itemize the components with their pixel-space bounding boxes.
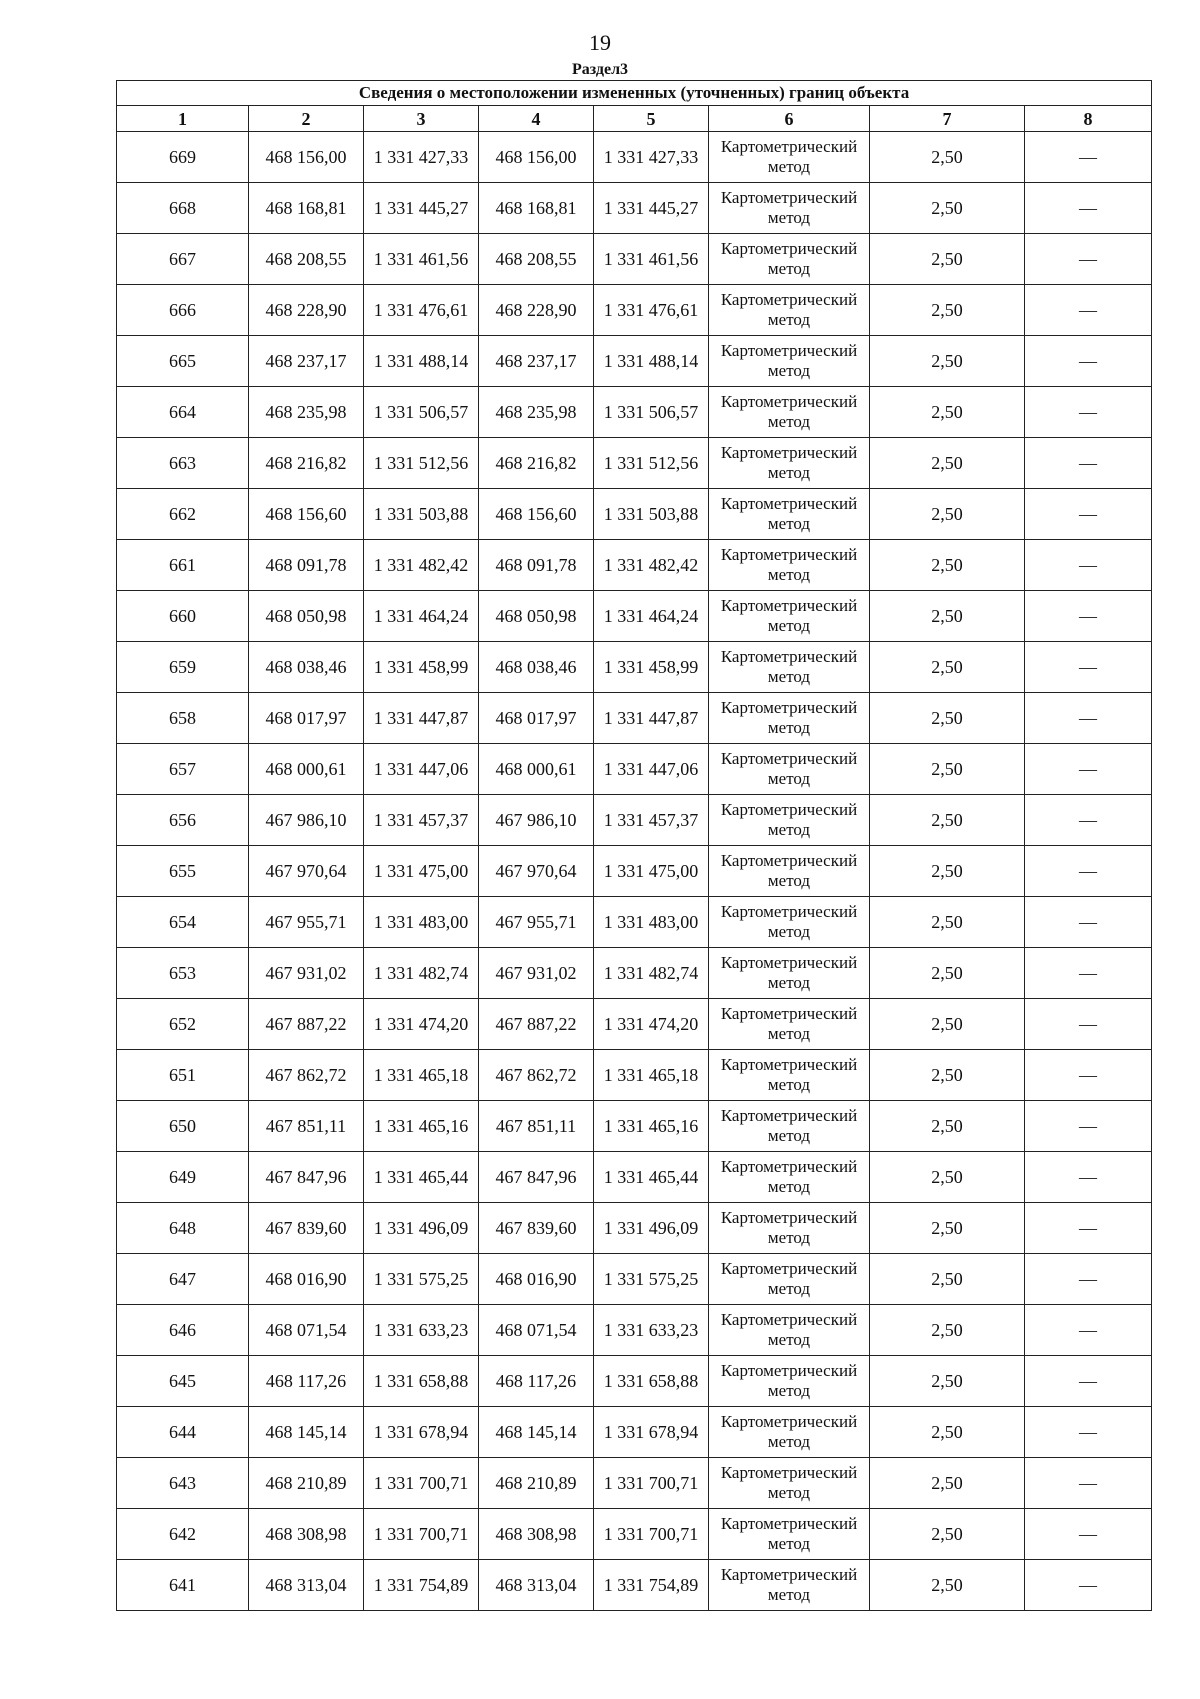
cell-method: Картометрический метод <box>709 591 870 642</box>
cell-precision: 2,50 <box>870 642 1025 693</box>
cell-x-existing: 468 038,46 <box>249 642 364 693</box>
cell-precision: 2,50 <box>870 1203 1025 1254</box>
cell-y-new: 1 331 678,94 <box>594 1407 709 1458</box>
cell-method: Картометрический метод <box>709 336 870 387</box>
cell-x-existing: 467 887,22 <box>249 999 364 1050</box>
cell-x-new: 468 228,90 <box>479 285 594 336</box>
cell-description: — <box>1025 795 1152 846</box>
cell-description: — <box>1025 999 1152 1050</box>
cell-description: — <box>1025 1458 1152 1509</box>
table-row <box>117 999 1152 1050</box>
cell-x-new: 468 208,55 <box>479 234 594 285</box>
table-body <box>117 132 1152 1611</box>
cell-method: Картометрический метод <box>709 1152 870 1203</box>
cell-x-existing: 468 117,26 <box>249 1356 364 1407</box>
cell-x-existing: 467 931,02 <box>249 948 364 999</box>
cell-point-number: 654 <box>117 897 249 948</box>
cell-y-new: 1 331 488,14 <box>594 336 709 387</box>
cell-point-number: 668 <box>117 183 249 234</box>
cell-x-new: 468 308,98 <box>479 1509 594 1560</box>
cell-description: — <box>1025 1305 1152 1356</box>
cell-precision: 2,50 <box>870 846 1025 897</box>
cell-y-new: 1 331 700,71 <box>594 1458 709 1509</box>
cell-method: Картометрический метод <box>709 1101 870 1152</box>
cell-y-existing: 1 331 700,71 <box>364 1458 479 1509</box>
cell-y-new: 1 331 476,61 <box>594 285 709 336</box>
cell-x-existing: 468 050,98 <box>249 591 364 642</box>
cell-point-number: 662 <box>117 489 249 540</box>
cell-x-new: 468 091,78 <box>479 540 594 591</box>
cell-point-number: 659 <box>117 642 249 693</box>
cell-method: Картометрический метод <box>709 1560 870 1611</box>
table-row <box>117 1152 1152 1203</box>
cell-description: — <box>1025 489 1152 540</box>
cell-y-new: 1 331 447,06 <box>594 744 709 795</box>
section-title: Раздел3 <box>571 61 629 78</box>
cell-method: Картометрический метод <box>709 387 870 438</box>
cell-method: Картометрический метод <box>709 285 870 336</box>
table-row <box>117 693 1152 744</box>
table-row <box>117 1407 1152 1458</box>
cell-x-existing: 467 862,72 <box>249 1050 364 1101</box>
cell-method: Картометрический метод <box>709 1305 870 1356</box>
cell-x-new: 467 986,10 <box>479 795 594 846</box>
cell-y-existing: 1 331 475,00 <box>364 846 479 897</box>
table-row <box>117 1560 1152 1611</box>
cell-method: Картометрический метод <box>709 438 870 489</box>
cell-y-new: 1 331 633,23 <box>594 1305 709 1356</box>
cell-y-existing: 1 331 447,87 <box>364 693 479 744</box>
cell-x-new: 467 847,96 <box>479 1152 594 1203</box>
cell-x-existing: 468 091,78 <box>249 540 364 591</box>
cell-y-existing: 1 331 465,16 <box>364 1101 479 1152</box>
cell-precision: 2,50 <box>870 489 1025 540</box>
table-row <box>117 1254 1152 1305</box>
cell-y-new: 1 331 458,99 <box>594 642 709 693</box>
cell-y-new: 1 331 465,18 <box>594 1050 709 1101</box>
table-row <box>117 846 1152 897</box>
column-header-6: 6 <box>709 106 870 132</box>
cell-description: — <box>1025 1407 1152 1458</box>
cell-point-number: 649 <box>117 1152 249 1203</box>
column-header-3: 3 <box>364 106 479 132</box>
cell-method: Картометрический метод <box>709 1458 870 1509</box>
cell-x-existing: 468 156,60 <box>249 489 364 540</box>
cell-precision: 2,50 <box>870 1509 1025 1560</box>
cell-precision: 2,50 <box>870 744 1025 795</box>
column-header-7: 7 <box>870 106 1025 132</box>
cell-precision: 2,50 <box>870 1050 1025 1101</box>
cell-y-existing: 1 331 461,56 <box>364 234 479 285</box>
table-row <box>117 795 1152 846</box>
cell-method: Картометрический метод <box>709 489 870 540</box>
cell-precision: 2,50 <box>870 591 1025 642</box>
cell-method: Картометрический метод <box>709 1254 870 1305</box>
cell-description: — <box>1025 183 1152 234</box>
table-row <box>117 1509 1152 1560</box>
cell-x-new: 468 038,46 <box>479 642 594 693</box>
cell-y-existing: 1 331 506,57 <box>364 387 479 438</box>
cell-description: — <box>1025 336 1152 387</box>
column-header-8: 8 <box>1025 106 1152 132</box>
table-row <box>117 336 1152 387</box>
cell-y-new: 1 331 575,25 <box>594 1254 709 1305</box>
table-row <box>117 897 1152 948</box>
cell-point-number: 669 <box>117 132 249 183</box>
cell-point-number: 667 <box>117 234 249 285</box>
cell-y-existing: 1 331 483,00 <box>364 897 479 948</box>
cell-point-number: 648 <box>117 1203 249 1254</box>
cell-point-number: 641 <box>117 1560 249 1611</box>
cell-point-number: 661 <box>117 540 249 591</box>
cell-y-existing: 1 331 457,37 <box>364 795 479 846</box>
cell-method: Картометрический метод <box>709 540 870 591</box>
cell-x-existing: 467 955,71 <box>249 897 364 948</box>
cell-method: Картометрический метод <box>709 1050 870 1101</box>
cell-description: — <box>1025 744 1152 795</box>
cell-y-existing: 1 331 458,99 <box>364 642 479 693</box>
cell-point-number: 646 <box>117 1305 249 1356</box>
cell-y-existing: 1 331 503,88 <box>364 489 479 540</box>
cell-point-number: 660 <box>117 591 249 642</box>
cell-x-new: 468 210,89 <box>479 1458 594 1509</box>
cell-description: — <box>1025 846 1152 897</box>
cell-method: Картометрический метод <box>709 846 870 897</box>
cell-x-existing: 468 228,90 <box>249 285 364 336</box>
cell-point-number: 645 <box>117 1356 249 1407</box>
cell-method: Картометрический метод <box>709 132 870 183</box>
cell-point-number: 651 <box>117 1050 249 1101</box>
cell-x-new: 468 313,04 <box>479 1560 594 1611</box>
cell-x-existing: 467 986,10 <box>249 795 364 846</box>
cell-point-number: 647 <box>117 1254 249 1305</box>
cell-description: — <box>1025 1560 1152 1611</box>
cell-y-new: 1 331 482,74 <box>594 948 709 999</box>
cell-y-existing: 1 331 474,20 <box>364 999 479 1050</box>
cell-description: — <box>1025 1152 1152 1203</box>
cell-x-new: 467 851,11 <box>479 1101 594 1152</box>
cell-method: Картометрический метод <box>709 642 870 693</box>
cell-x-new: 467 931,02 <box>479 948 594 999</box>
table-row <box>117 1458 1152 1509</box>
cell-x-new: 467 970,64 <box>479 846 594 897</box>
cell-x-existing: 467 847,96 <box>249 1152 364 1203</box>
cell-x-new: 468 237,17 <box>479 336 594 387</box>
cell-y-existing: 1 331 482,42 <box>364 540 479 591</box>
table-row <box>117 387 1152 438</box>
cell-point-number: 665 <box>117 336 249 387</box>
cell-point-number: 644 <box>117 1407 249 1458</box>
cell-description: — <box>1025 1356 1152 1407</box>
cell-description: — <box>1025 642 1152 693</box>
cell-y-existing: 1 331 445,27 <box>364 183 479 234</box>
cell-y-new: 1 331 427,33 <box>594 132 709 183</box>
cell-x-existing: 468 235,98 <box>249 387 364 438</box>
cell-precision: 2,50 <box>870 1152 1025 1203</box>
cell-y-existing: 1 331 633,23 <box>364 1305 479 1356</box>
cell-y-existing: 1 331 427,33 <box>364 132 479 183</box>
cell-point-number: 650 <box>117 1101 249 1152</box>
cell-description: — <box>1025 948 1152 999</box>
cell-x-new: 468 016,90 <box>479 1254 594 1305</box>
cell-y-existing: 1 331 465,44 <box>364 1152 479 1203</box>
cell-x-existing: 468 308,98 <box>249 1509 364 1560</box>
cell-x-existing: 467 970,64 <box>249 846 364 897</box>
cell-x-new: 468 156,60 <box>479 489 594 540</box>
cell-y-existing: 1 331 575,25 <box>364 1254 479 1305</box>
cell-method: Картометрический метод <box>709 234 870 285</box>
cell-x-existing: 468 313,04 <box>249 1560 364 1611</box>
cell-point-number: 658 <box>117 693 249 744</box>
cell-precision: 2,50 <box>870 948 1025 999</box>
coordinates-table <box>116 80 1152 1611</box>
cell-y-new: 1 331 457,37 <box>594 795 709 846</box>
table-row <box>117 1356 1152 1407</box>
cell-y-new: 1 331 483,00 <box>594 897 709 948</box>
cell-x-new: 467 955,71 <box>479 897 594 948</box>
cell-precision: 2,50 <box>870 1407 1025 1458</box>
cell-y-existing: 1 331 678,94 <box>364 1407 479 1458</box>
cell-precision: 2,50 <box>870 693 1025 744</box>
cell-y-new: 1 331 465,16 <box>594 1101 709 1152</box>
cell-x-new: 467 887,22 <box>479 999 594 1050</box>
cell-y-existing: 1 331 464,24 <box>364 591 479 642</box>
cell-method: Картометрический метод <box>709 795 870 846</box>
column-header-5: 5 <box>594 106 709 132</box>
cell-x-new: 468 071,54 <box>479 1305 594 1356</box>
cell-point-number: 642 <box>117 1509 249 1560</box>
cell-precision: 2,50 <box>870 795 1025 846</box>
cell-y-new: 1 331 506,57 <box>594 387 709 438</box>
cell-x-new: 468 156,00 <box>479 132 594 183</box>
cell-method: Картометрический метод <box>709 1356 870 1407</box>
cell-description: — <box>1025 1509 1152 1560</box>
table-row <box>117 1101 1152 1152</box>
page-number: 19 <box>589 30 611 55</box>
cell-precision: 2,50 <box>870 285 1025 336</box>
table-row <box>117 438 1152 489</box>
cell-x-existing: 468 208,55 <box>249 234 364 285</box>
cell-point-number: 643 <box>117 1458 249 1509</box>
table-row <box>117 591 1152 642</box>
column-header-4: 4 <box>479 106 594 132</box>
cell-y-new: 1 331 754,89 <box>594 1560 709 1611</box>
cell-x-new: 468 017,97 <box>479 693 594 744</box>
cell-y-new: 1 331 496,09 <box>594 1203 709 1254</box>
table-row <box>117 234 1152 285</box>
cell-x-new: 468 235,98 <box>479 387 594 438</box>
cell-point-number: 655 <box>117 846 249 897</box>
cell-y-existing: 1 331 512,56 <box>364 438 479 489</box>
cell-x-existing: 468 210,89 <box>249 1458 364 1509</box>
table-row <box>117 1050 1152 1101</box>
table-row <box>117 132 1152 183</box>
cell-precision: 2,50 <box>870 897 1025 948</box>
cell-precision: 2,50 <box>870 183 1025 234</box>
table-row <box>117 489 1152 540</box>
cell-y-existing: 1 331 754,89 <box>364 1560 479 1611</box>
cell-x-existing: 468 168,81 <box>249 183 364 234</box>
cell-y-existing: 1 331 476,61 <box>364 285 479 336</box>
cell-y-existing: 1 331 447,06 <box>364 744 479 795</box>
cell-precision: 2,50 <box>870 438 1025 489</box>
table-row <box>117 1203 1152 1254</box>
cell-y-new: 1 331 482,42 <box>594 540 709 591</box>
cell-y-new: 1 331 445,27 <box>594 183 709 234</box>
column-header-2: 2 <box>249 106 364 132</box>
cell-y-existing: 1 331 482,74 <box>364 948 479 999</box>
cell-method: Картометрический метод <box>709 1509 870 1560</box>
table-row <box>117 183 1152 234</box>
cell-y-new: 1 331 474,20 <box>594 999 709 1050</box>
table-row <box>117 1305 1152 1356</box>
cell-x-new: 468 000,61 <box>479 744 594 795</box>
cell-precision: 2,50 <box>870 1356 1025 1407</box>
cell-x-new: 468 168,81 <box>479 183 594 234</box>
table-row <box>117 285 1152 336</box>
cell-x-existing: 468 237,17 <box>249 336 364 387</box>
cell-point-number: 664 <box>117 387 249 438</box>
cell-x-existing: 468 016,90 <box>249 1254 364 1305</box>
cell-point-number: 653 <box>117 948 249 999</box>
cell-method: Картометрический метод <box>709 744 870 795</box>
cell-point-number: 652 <box>117 999 249 1050</box>
table-row <box>117 948 1152 999</box>
cell-x-new: 468 050,98 <box>479 591 594 642</box>
cell-precision: 2,50 <box>870 1305 1025 1356</box>
table-row <box>117 540 1152 591</box>
table-row <box>117 744 1152 795</box>
cell-x-existing: 468 071,54 <box>249 1305 364 1356</box>
cell-description: — <box>1025 1203 1152 1254</box>
cell-x-existing: 467 839,60 <box>249 1203 364 1254</box>
cell-y-new: 1 331 700,71 <box>594 1509 709 1560</box>
cell-precision: 2,50 <box>870 1101 1025 1152</box>
cell-method: Картометрический метод <box>709 999 870 1050</box>
cell-x-new: 467 839,60 <box>479 1203 594 1254</box>
cell-y-new: 1 331 447,87 <box>594 693 709 744</box>
cell-description: — <box>1025 897 1152 948</box>
cell-y-existing: 1 331 700,71 <box>364 1509 479 1560</box>
cell-y-new: 1 331 465,44 <box>594 1152 709 1203</box>
cell-y-existing: 1 331 496,09 <box>364 1203 479 1254</box>
cell-precision: 2,50 <box>870 540 1025 591</box>
cell-point-number: 657 <box>117 744 249 795</box>
cell-y-existing: 1 331 658,88 <box>364 1356 479 1407</box>
cell-x-new: 468 117,26 <box>479 1356 594 1407</box>
cell-precision: 2,50 <box>870 387 1025 438</box>
cell-precision: 2,50 <box>870 336 1025 387</box>
cell-x-new: 468 216,82 <box>479 438 594 489</box>
cell-description: — <box>1025 132 1152 183</box>
cell-method: Картометрический метод <box>709 1407 870 1458</box>
cell-description: — <box>1025 234 1152 285</box>
column-header-1: 1 <box>117 106 249 132</box>
cell-precision: 2,50 <box>870 999 1025 1050</box>
cell-precision: 2,50 <box>870 1560 1025 1611</box>
cell-precision: 2,50 <box>870 1458 1025 1509</box>
cell-description: — <box>1025 438 1152 489</box>
cell-y-existing: 1 331 465,18 <box>364 1050 479 1101</box>
cell-x-new: 468 145,14 <box>479 1407 594 1458</box>
cell-description: — <box>1025 285 1152 336</box>
cell-x-new: 467 862,72 <box>479 1050 594 1101</box>
cell-y-new: 1 331 461,56 <box>594 234 709 285</box>
cell-description: — <box>1025 1254 1152 1305</box>
cell-method: Картометрический метод <box>709 183 870 234</box>
cell-description: — <box>1025 387 1152 438</box>
cell-description: — <box>1025 1101 1152 1152</box>
cell-precision: 2,50 <box>870 1254 1025 1305</box>
cell-description: — <box>1025 591 1152 642</box>
cell-precision: 2,50 <box>870 234 1025 285</box>
cell-method: Картометрический метод <box>709 1203 870 1254</box>
cell-description: — <box>1025 540 1152 591</box>
cell-y-new: 1 331 464,24 <box>594 591 709 642</box>
cell-x-existing: 468 156,00 <box>249 132 364 183</box>
cell-y-new: 1 331 512,56 <box>594 438 709 489</box>
cell-description: — <box>1025 693 1152 744</box>
cell-y-existing: 1 331 488,14 <box>364 336 479 387</box>
cell-y-new: 1 331 475,00 <box>594 846 709 897</box>
cell-point-number: 666 <box>117 285 249 336</box>
column-header-row <box>117 106 1152 132</box>
cell-precision: 2,50 <box>870 132 1025 183</box>
cell-x-existing: 468 145,14 <box>249 1407 364 1458</box>
cell-y-new: 1 331 658,88 <box>594 1356 709 1407</box>
table-title: Сведения о местоположении измененных (уточненных) границ объекта <box>117 81 1152 106</box>
table-row <box>117 642 1152 693</box>
cell-x-existing: 468 216,82 <box>249 438 364 489</box>
cell-x-existing: 467 851,11 <box>249 1101 364 1152</box>
cell-x-existing: 468 017,97 <box>249 693 364 744</box>
cell-method: Картометрический метод <box>709 948 870 999</box>
cell-method: Картометрический метод <box>709 693 870 744</box>
cell-x-existing: 468 000,61 <box>249 744 364 795</box>
cell-point-number: 656 <box>117 795 249 846</box>
cell-point-number: 663 <box>117 438 249 489</box>
cell-y-new: 1 331 503,88 <box>594 489 709 540</box>
cell-method: Картометрический метод <box>709 897 870 948</box>
cell-description: — <box>1025 1050 1152 1101</box>
